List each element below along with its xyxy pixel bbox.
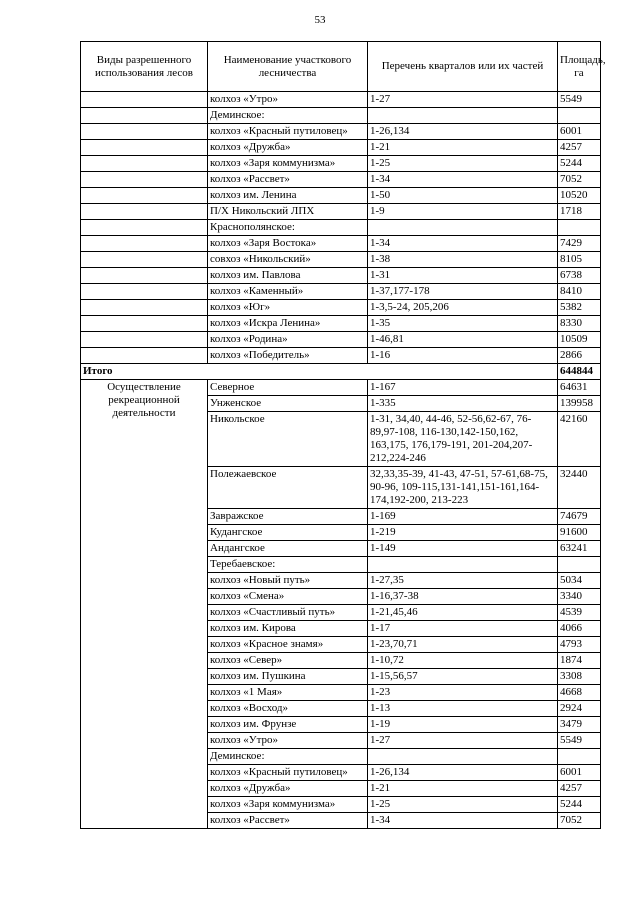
quarters-cell: 1-31 xyxy=(368,268,558,284)
total-row xyxy=(81,364,601,380)
use-type-cell xyxy=(81,284,208,300)
use-type-cell xyxy=(81,220,208,236)
forestry-name-cell: совхоз «Никольский» xyxy=(208,252,368,268)
area-cell: 5549 xyxy=(558,92,601,108)
forestry-name-cell: колхоз «Каменный» xyxy=(208,284,368,300)
forestry-name-cell: колхоз «Восход» xyxy=(208,701,368,717)
use-type-cell xyxy=(81,92,208,108)
area-cell: 4539 xyxy=(558,605,601,621)
table-row xyxy=(81,380,601,396)
forestry-name-cell: Унженское xyxy=(208,396,368,412)
quarters-cell: 1-27 xyxy=(368,92,558,108)
area-cell: 5549 xyxy=(558,733,601,749)
quarters-cell: 1-23,70,71 xyxy=(368,637,558,653)
use-type-cell: Осуществление рекреационной деятельности xyxy=(81,380,208,829)
area-cell: 4793 xyxy=(558,637,601,653)
page-number: 53 xyxy=(314,14,326,26)
quarters-cell xyxy=(368,749,558,765)
quarters-cell: 1-16 xyxy=(368,348,558,364)
forestry-name-cell: П/Х Никольский ЛПХ xyxy=(208,204,368,220)
area-cell: 1874 xyxy=(558,653,601,669)
area-cell: 4668 xyxy=(558,685,601,701)
use-type-cell xyxy=(81,108,208,124)
table-body-total xyxy=(81,364,601,380)
quarters-cell: 1-21,45,46 xyxy=(368,605,558,621)
forestry-name-cell: колхоз «Красный путиловец» xyxy=(208,765,368,781)
quarters-cell: 1-25 xyxy=(368,156,558,172)
area-cell: 139958 xyxy=(558,396,601,412)
forestry-name-cell: колхоз «Смена» xyxy=(208,589,368,605)
table-row xyxy=(81,332,601,348)
forestry-name-cell: Северное xyxy=(208,380,368,396)
total-area: 644844 xyxy=(558,364,601,380)
area-cell: 7052 xyxy=(558,813,601,829)
area-cell: 1718 xyxy=(558,204,601,220)
forestry-name-cell: колхоз «Юг» xyxy=(208,300,368,316)
table-row xyxy=(81,124,601,140)
area-cell: 63241 xyxy=(558,541,601,557)
area-cell: 2866 xyxy=(558,348,601,364)
area-cell: 42160 xyxy=(558,412,601,467)
table-header-row xyxy=(81,42,601,92)
area-cell: 4066 xyxy=(558,621,601,637)
quarters-cell: 1-23 xyxy=(368,685,558,701)
use-type-cell xyxy=(81,156,208,172)
use-type-cell xyxy=(81,204,208,220)
forestry-name-cell: колхоз им. Пушкина xyxy=(208,669,368,685)
forestry-name-cell: колхоз им. Ленина xyxy=(208,188,368,204)
area-cell: 4257 xyxy=(558,781,601,797)
forestry-name-cell: Андангское xyxy=(208,541,368,557)
quarters-cell: 1-26,134 xyxy=(368,765,558,781)
area-cell: 5034 xyxy=(558,573,601,589)
table-row xyxy=(81,348,601,364)
table-row xyxy=(81,236,601,252)
area-cell: 3308 xyxy=(558,669,601,685)
forestry-name-cell: колхоз «Рассвет» xyxy=(208,172,368,188)
area-cell: 3340 xyxy=(558,589,601,605)
table-row xyxy=(81,284,601,300)
table-row xyxy=(81,316,601,332)
forestry-name-cell: колхоз «Утро» xyxy=(208,92,368,108)
header-use-type: Виды разрешенного использования лесов xyxy=(81,42,208,92)
quarters-cell: 1-169 xyxy=(368,509,558,525)
forestry-name-cell: Деминское: xyxy=(208,108,368,124)
quarters-cell: 1-15,56,57 xyxy=(368,669,558,685)
quarters-cell: 1-219 xyxy=(368,525,558,541)
area-cell: 2924 xyxy=(558,701,601,717)
use-type-cell xyxy=(81,268,208,284)
use-type-cell xyxy=(81,140,208,156)
forestry-name-cell: колхоз «Заря коммунизма» xyxy=(208,797,368,813)
use-type-cell xyxy=(81,124,208,140)
area-cell: 7429 xyxy=(558,236,601,252)
quarters-cell: 1-21 xyxy=(368,140,558,156)
table-body-first xyxy=(81,92,601,364)
quarters-cell: 32,33,35-39, 41-43, 47-51, 57-61,68-75, 90-96, 109-115,131-141,151-161,164-174,192-200, 213-223 xyxy=(368,467,558,509)
forestry-name-cell: колхоз им. Фрунзе xyxy=(208,717,368,733)
use-type-cell xyxy=(81,188,208,204)
area-cell xyxy=(558,108,601,124)
use-type-cell xyxy=(81,172,208,188)
table-row xyxy=(81,92,601,108)
area-cell xyxy=(558,749,601,765)
forestry-name-cell: колхоз им. Кирова xyxy=(208,621,368,637)
forestry-name-cell: колхоз «Утро» xyxy=(208,733,368,749)
quarters-cell: 1-19 xyxy=(368,717,558,733)
area-cell: 5382 xyxy=(558,300,601,316)
quarters-cell: 1-25 xyxy=(368,797,558,813)
forestry-name-cell: колхоз «Красное знамя» xyxy=(208,637,368,653)
area-cell: 64631 xyxy=(558,380,601,396)
quarters-cell: 1-21 xyxy=(368,781,558,797)
quarters-cell: 1-149 xyxy=(368,541,558,557)
quarters-cell: 1-37,177-178 xyxy=(368,284,558,300)
forestry-name-cell: колхоз «Новый путь» xyxy=(208,573,368,589)
quarters-cell: 1-50 xyxy=(368,188,558,204)
use-type-cell xyxy=(81,332,208,348)
use-type-cell xyxy=(81,316,208,332)
area-cell: 6738 xyxy=(558,268,601,284)
area-cell: 7052 xyxy=(558,172,601,188)
use-type-cell xyxy=(81,348,208,364)
area-cell: 8410 xyxy=(558,284,601,300)
quarters-cell: 1-34 xyxy=(368,813,558,829)
quarters-cell: 1-3,5-24, 205,206 xyxy=(368,300,558,316)
quarters-cell xyxy=(368,108,558,124)
quarters-cell: 1-46,81 xyxy=(368,332,558,348)
forestry-name-cell: Никольское xyxy=(208,412,368,467)
quarters-cell: 1-167 xyxy=(368,380,558,396)
quarters-cell: 1-26,134 xyxy=(368,124,558,140)
forestry-name-cell: колхоз им. Павлова xyxy=(208,268,368,284)
table-row xyxy=(81,252,601,268)
forestry-name-cell: колхоз «1 Мая» xyxy=(208,685,368,701)
forestry-name-cell: колхоз «Красный путиловец» xyxy=(208,124,368,140)
area-cell: 74679 xyxy=(558,509,601,525)
forestry-name-cell: колхоз «Победитель» xyxy=(208,348,368,364)
area-cell: 8105 xyxy=(558,252,601,268)
area-cell: 91600 xyxy=(558,525,601,541)
table-row xyxy=(81,156,601,172)
forestry-name-cell: колхоз «Счастливый путь» xyxy=(208,605,368,621)
table-row xyxy=(81,108,601,124)
area-cell: 6001 xyxy=(558,124,601,140)
forestry-name-cell: колхоз «Родина» xyxy=(208,332,368,348)
table-row xyxy=(81,220,601,236)
quarters-cell: 1-10,72 xyxy=(368,653,558,669)
forestry-name-cell: колхоз «Заря коммунизма» xyxy=(208,156,368,172)
table-body-second xyxy=(81,380,601,829)
quarters-cell: 1-34 xyxy=(368,236,558,252)
area-cell: 6001 xyxy=(558,765,601,781)
header-forestry-name: Наименование участкового лесничества xyxy=(208,42,368,92)
quarters-cell: 1-16,37-38 xyxy=(368,589,558,605)
header-quarters: Перечень кварталов или их частей xyxy=(368,42,558,92)
table-row xyxy=(81,268,601,284)
area-cell xyxy=(558,220,601,236)
forestry-name-cell: Деминское: xyxy=(208,749,368,765)
area-cell: 10520 xyxy=(558,188,601,204)
quarters-cell xyxy=(368,220,558,236)
quarters-cell: 1-38 xyxy=(368,252,558,268)
use-type-cell xyxy=(81,252,208,268)
forestry-name-cell: Теребаевское: xyxy=(208,557,368,573)
forestry-name-cell: Краснополянское: xyxy=(208,220,368,236)
total-label: Итого xyxy=(81,364,558,380)
table-row xyxy=(81,140,601,156)
area-cell: 32440 xyxy=(558,467,601,509)
forestry-name-cell: колхоз «Север» xyxy=(208,653,368,669)
forestry-name-cell: колхоз «Дружба» xyxy=(208,781,368,797)
area-cell: 5244 xyxy=(558,156,601,172)
table-row xyxy=(81,300,601,316)
area-cell: 8330 xyxy=(558,316,601,332)
forestry-name-cell: колхоз «Заря Востока» xyxy=(208,236,368,252)
quarters-cell: 1-34 xyxy=(368,172,558,188)
forestry-name-cell: Кудангское xyxy=(208,525,368,541)
forestry-name-cell: Завражское xyxy=(208,509,368,525)
quarters-cell: 1-13 xyxy=(368,701,558,717)
area-cell xyxy=(558,557,601,573)
quarters-cell: 1-31, 34,40, 44-46, 52-56,62-67, 76-89,97-108, 116-130,142-150,162, 163,175, 176,179-191, 201-204,207-212,224-246 xyxy=(368,412,558,467)
forestry-name-cell: колхоз «Рассвет» xyxy=(208,813,368,829)
quarters-cell: 1-335 xyxy=(368,396,558,412)
area-cell: 4257 xyxy=(558,140,601,156)
quarters-cell: 1-17 xyxy=(368,621,558,637)
area-cell: 3479 xyxy=(558,717,601,733)
forestry-name-cell: колхоз «Дружба» xyxy=(208,140,368,156)
quarters-cell: 1-27 xyxy=(368,733,558,749)
use-type-cell xyxy=(81,236,208,252)
area-cell: 5244 xyxy=(558,797,601,813)
forestry-name-cell: колхоз «Искра Ленина» xyxy=(208,316,368,332)
quarters-cell: 1-9 xyxy=(368,204,558,220)
area-cell: 10509 xyxy=(558,332,601,348)
table-row xyxy=(81,188,601,204)
forest-use-table xyxy=(80,41,606,829)
quarters-cell: 1-27,35 xyxy=(368,573,558,589)
table-row xyxy=(81,172,601,188)
forestry-name-cell: Полежаевское xyxy=(208,467,368,509)
quarters-cell: 1-35 xyxy=(368,316,558,332)
use-type-cell xyxy=(81,300,208,316)
quarters-cell xyxy=(368,557,558,573)
header-area: Площадь, га xyxy=(558,42,601,92)
table-row xyxy=(81,204,601,220)
